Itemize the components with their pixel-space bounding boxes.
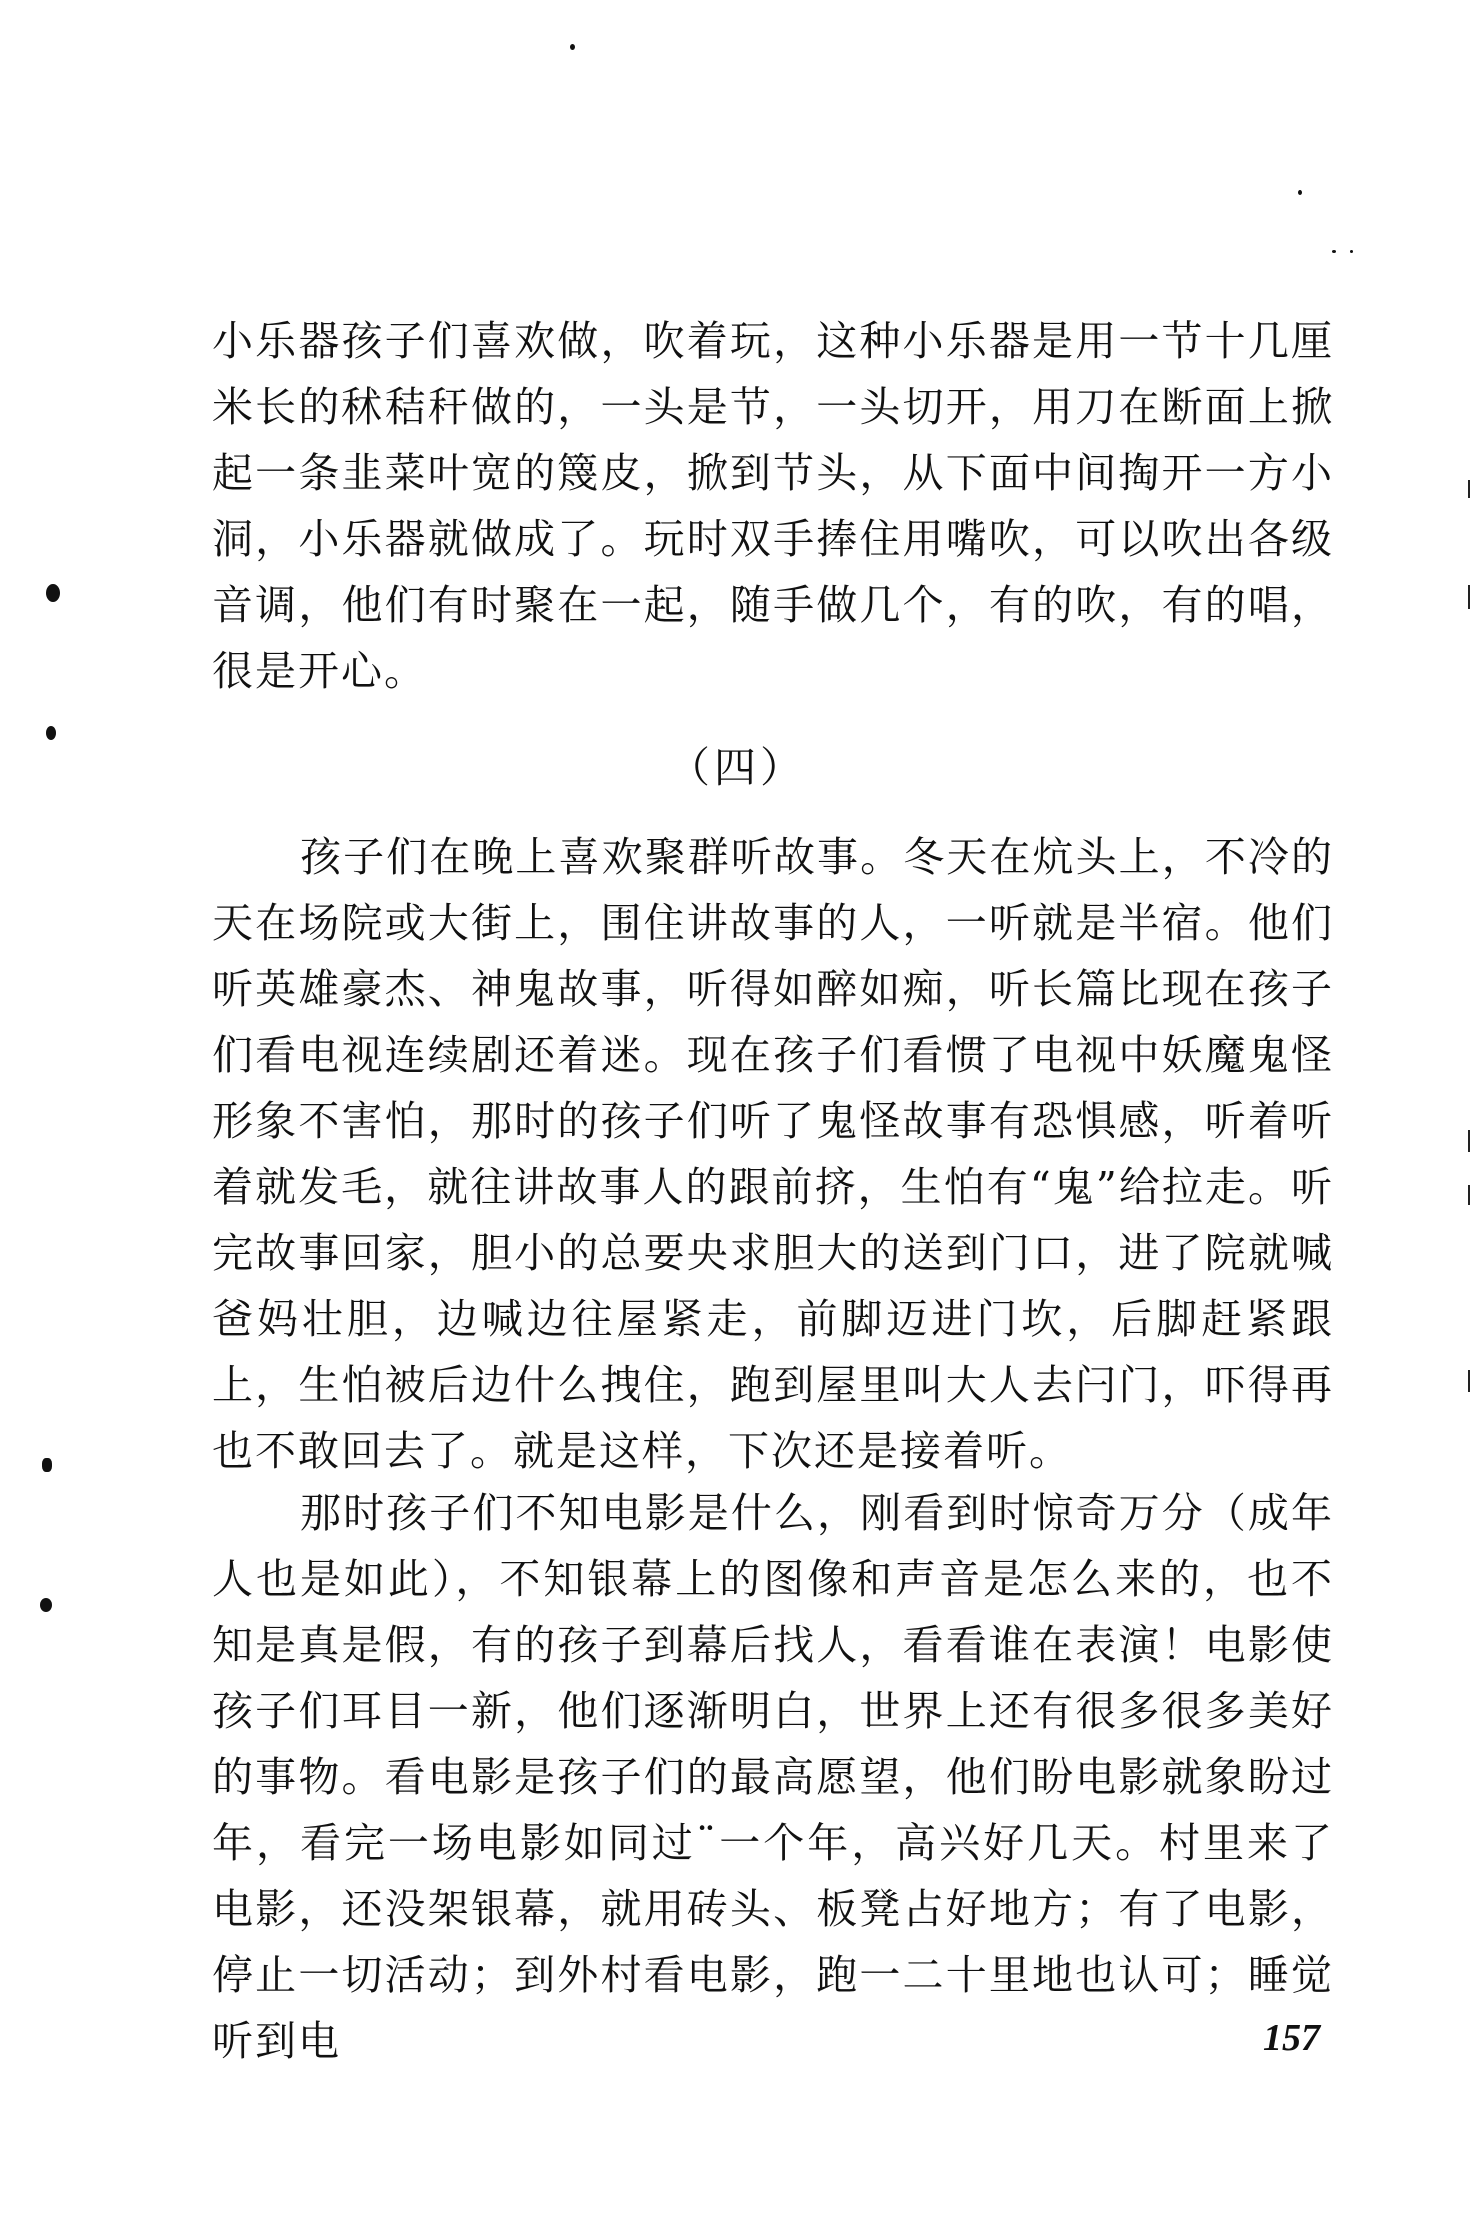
scan-speck <box>46 726 56 740</box>
scan-edge-mark <box>1468 585 1470 609</box>
scan-edge-mark <box>1468 1185 1470 1205</box>
scan-speck <box>40 1598 52 1612</box>
scan-edge-mark <box>1468 1370 1470 1392</box>
scan-edge-mark <box>1468 480 1470 498</box>
paragraph-text: 小乐器孩子们喜欢做，吹着玩，这种小乐器是用一节十几厘米长的秫秸秆做的，一头是节，一头切开，用刀在断面上掀起一条韭菜叶宽的篾皮，掀到节头，从下面中间掏开一方小洞，小乐器就做成了。玩时双手捧住用嘴吹，可以吹出各级音调，他们有时聚在一起，随手做几个，有的吹，有的唱，很是开心。 <box>212 317 1334 695</box>
paragraph-continued <box>212 308 1334 704</box>
scan-speck <box>42 1458 52 1472</box>
scan-edge-mark <box>1468 1130 1470 1152</box>
scan-speck <box>1350 250 1353 253</box>
scan-speck <box>1298 190 1302 195</box>
paragraph-text: 孩子们在晚上喜欢聚群听故事。冬天在炕头上，不冷的天在场院或大街上，围住讲故事的人，一听就是半宿。他们听英雄豪杰、神鬼故事，听得如醉如痴，听长篇比现在孩子们看电视连续剧还着迷。现在孩子们看惯了电视中妖魔鬼怪形象不害怕，那时的孩子们听了鬼怪故事有恐惧感，听着听着就发毛，就往讲故事人的跟前挤，生怕有“鬼”给拉走。听完故事回家，胆小的总要央求胆大的送到门口，进了院就喊爸妈壮胆，边喊边往屋紧走，前脚迈进门坎，后脚赶紧跟上，生怕被后边什么拽住，跑到屋里叫大人去闩门，吓得再也不敢回去了。就是这样，下次还是接着听。 <box>212 833 1334 1475</box>
section-heading: （四） <box>667 743 806 792</box>
paragraph-text: 那时孩子们不知电影是什么，刚看到时惊奇万分（成年人也是如此），不知银幕上的图像和声音是怎么来的，也不知是真是假，有的孩子到幕后找人，看看谁在表演！电影使孩子们耳目一新，他们逐渐明白，世界上还有很多很多美好的事物。看电影是孩子们的最高愿望，他们盼电影就象盼过年，看完一场电影如同过¨一个年，高兴好几天。村里来了电影，还没架银幕，就用砖头、板凳占好地方；有了电影，停止一切活动；到外村看电影，跑一二十里地也认可；睡觉听到电 <box>212 1489 1334 2065</box>
paragraph-movies <box>212 1480 1334 2074</box>
page-number: 157 <box>1263 2017 1320 2059</box>
scan-speck <box>46 584 60 602</box>
scan-speck <box>570 44 575 50</box>
paragraph-stories <box>212 824 1334 1484</box>
scan-speck <box>1332 250 1336 253</box>
